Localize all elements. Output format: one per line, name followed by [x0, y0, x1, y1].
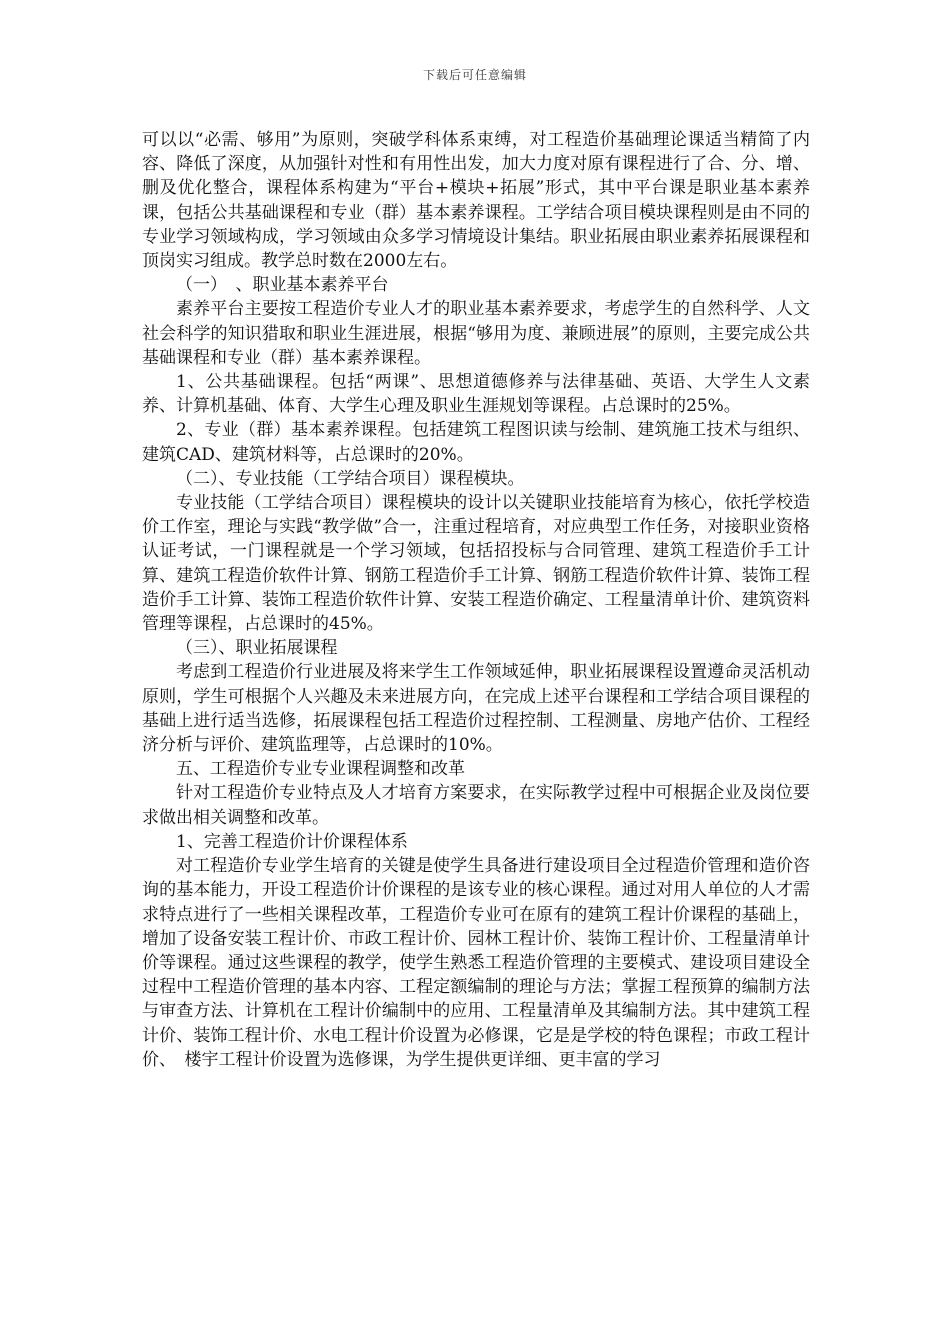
- paragraph-public-courses: 1、公共基础课程。包括“两课”、思想道德修养与法律基础、英语、大学生人文素养、计算机基础、体育、大学生心理及职业生涯规划等课程。占总课时的25%。: [142, 372, 810, 417]
- paragraph-platform-description: 素养平台主要按工程造价专业人才的职业基本素养要求，考虑学生的自然科学、人文社会科学的知识猎取和职业生涯进展，根据“够用为度、兼顾进展”的原则，主要完成公共基础课程和专业（群）基本素养课程。: [142, 299, 810, 368]
- heading-extension-courses: （三）、职业拓展课程: [176, 638, 338, 659]
- heading-basic-platform: （一） 、职业基本素养平台: [176, 275, 389, 296]
- paragraph-curriculum-principle: 可以以“必需、够用”为原则，突破学科体系束缚，对工程造价基础理论课适当精简了内容、降低了深度，从加强针对性和有用性出发，加大力度对原有课程进行了合、分、增、删及优化整合，课程体系构建为“平台+模块+拓展”形式，其中平台课是职业基本素养课，包括公共基础课程和专业（群）基本素养课程。工学结合项目模块课程则是由不同的专业学习领域构成，学习领域由众多学习情境设计集结。职业拓展由职业素养拓展课程和顶岗实习组成。教学总时数在2000左右。: [142, 130, 810, 272]
- heading-pricing-system: 1、完善工程造价计价课程体系: [176, 831, 408, 852]
- heading-section-five: 五、工程造价专业专业课程调整和改革: [176, 759, 465, 780]
- document-body: [142, 128, 810, 1072]
- paragraph-adjustment: 针对工程造价专业特点及人才培育方案要求，在实际教学过程中可根据企业及岗位要求做出相关调整和改革。: [142, 783, 810, 828]
- paragraph-professional-basic-courses: 2、专业（群）基本素养课程。包括建筑工程图识读与绘制、建筑施工技术与组织、建筑CAD、建筑材料等，占总课时的20%。: [142, 420, 810, 465]
- paragraph-skill-modules: 专业技能（工学结合项目）课程模块的设计以关键职业技能培育为核心，依托学校造价工作室，理论与实践“教学做”合一，注重过程培育，对应典型工作任务，对接职业资格认证考试，一门课程就是一个学习领域，包括招投标与合同管理、建筑工程造价手工计算、建筑工程造价软件计算、钢筋工程造价手工计算、钢筋工程造价软件计算、装饰工程造价手工计算、装饰工程造价软件计算、安装工程造价确定、工程量清单计价、建筑资料管理等课程，占总课时的45%。: [142, 493, 810, 635]
- heading-skill-modules: （二）、专业技能（工学结合项目）课程模块。: [176, 468, 525, 489]
- paragraph-extension-courses: 考虑到工程造价行业进展及将来学生工作领域延伸，职业拓展课程设置遵命灵活机动原则，学生可根据个人兴趣及未来进展方向，在完成上述平台课程和工学结合项目课程的基础上进行适当选修，拓展课程包括工程造价过程控制、工程测量、房地产估价、工程经济分析与评价、建筑监理等，占总课时的10%。: [142, 662, 810, 756]
- page-header: 下载后可任意编辑: [422, 68, 527, 82]
- paragraph-pricing-system: 对工程造价专业学生培育的关键是使学生具备进行建设项目全过程造价管理和造价咨询的基本能力，开设工程造价计价课程的是该专业的核心课程。通过对用人单位的人才需求特点进行了一些相关课程改革，工程造价专业可在原有的建筑工程计价课程的基础上，增加了设备安装工程计价、市政工程计价、园林工程计价、装饰工程计价、工程量清单计价等课程。通过这些课程的教学，使学生熟悉工程造价管理的主要模式、建设项目建设全过程中工程造价管理的基本内容、工程定额编制的理论与方法；掌握工程预算的编制方法与审查方法、计算机在工程计价编制中的应用、工程量清单及其编制方法。其中建筑工程计价、装饰工程计价、水电工程计价设置为必修课，它是是学校的特色课程；市政工程计价、 楼宇工程计价设置为选修课，为学生提供更详细、更丰富的学习: [142, 856, 810, 1070]
